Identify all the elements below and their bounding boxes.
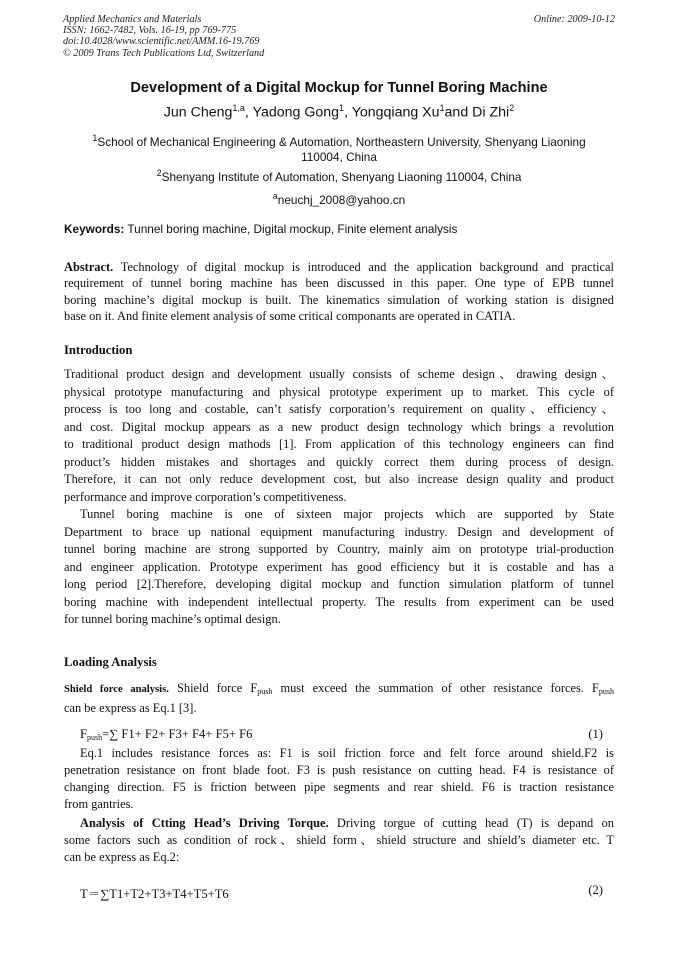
paragraph-line: Traditional product design and development usually consists of scheme design、drawing design、: [64, 367, 614, 381]
introduction-paragraph-1: [64, 366, 614, 506]
paragraph-line: and engineer application. Prototype experiment has good efficiency but it is costable and has a: [64, 559, 614, 574]
doi-line: doi:10.4028/www.scientific.net/AMM.16-19.769: [63, 36, 260, 48]
paragraph-line: boring machine with independent intellectual property. The results from experiment can be used: [64, 594, 614, 609]
paragraph-line: product’s hidden mistakes and shortages and quickly correct them during process of design.: [64, 454, 614, 469]
issn-line: ISSN: 1662-7482, Vols. 16-19, pp 769-775: [63, 25, 237, 37]
paragraph-line: Analysis of Ctting Head’s Driving Torque. Driving torgue of cutting head (T) is depand on: [80, 816, 614, 830]
paragraph-line: changing direction. F5 is friction between pipe segments and rear shield. F6 is traction resistance: [64, 780, 614, 794]
torque-paragraph: [64, 815, 614, 866]
journal-header: [63, 14, 615, 59]
email-mark: a: [272, 191, 278, 201]
affil-text: Shenyang Institute of Automation, Shenyang Liaoning 110004, China: [161, 169, 522, 184]
affiliation-2: [70, 166, 608, 185]
author-affil-mark: 1: [439, 103, 445, 113]
paragraph-line: Department to brace up national equipment manufacturing industry. Design and development of: [64, 524, 614, 539]
paragraph-line: penetration resistance on front blade foot. F3 is push resistance on cutting head. F4 is resistance of: [64, 763, 614, 777]
abstract: [64, 259, 614, 325]
affil-text: School of Mechanical Engineering & Automation, Northeastern University, Shenyang Liaoning: [97, 134, 586, 149]
section-heading-loading-analysis: Loading Analysis: [64, 655, 157, 669]
paragraph-line: can be express as Eq.1 [3].: [64, 701, 197, 715]
keywords: [64, 222, 616, 236]
online-date: Online: 2009-10-12: [533, 14, 615, 25]
equation-2: T＝∑T1+T2+T3+T4+T5+T6 (2): [80, 883, 603, 901]
author-affil-mark: 2: [509, 103, 515, 113]
paper-title: Development of a Digital Mockup for Tunnel Boring Machine: [130, 80, 548, 96]
paragraph-line: process is too long and costable, can’t satisfy corporation’s requirement on quality、efficiency、: [64, 402, 614, 416]
abstract-line: Abstract. Technology of digital mockup is introduced and the application background and practical: [64, 260, 614, 274]
paragraph-line: Shield force analysis. Shield force $F_{push}$ must exceed the summation of other resistance forces. $F_{push}$: [64, 681, 614, 696]
copyright-line: © 2009 Trans Tech Publications Ltd, Switzerland: [63, 47, 265, 59]
keywords-text: Tunnel boring machine, Digital mockup, Finite element analysis: [124, 222, 458, 236]
paragraph-line: tunnel boring machine are strong supported by Country, mainly aim on prototype trial-production: [64, 542, 614, 556]
author-name: and Di Zhi: [444, 104, 510, 121]
affil-text: 110004, China: [301, 149, 377, 164]
author-email: [70, 189, 608, 208]
shield-force-label: Shield force analysis.: [64, 684, 169, 695]
equation-1: $F_{push}=\sum$ F1+ F2+ F3+ F4+ F5+ F6 (1): [80, 727, 603, 742]
author-name: Jun Cheng: [163, 104, 233, 121]
paragraph-line: long period [2].Therefore, developing digital mockup and function simulation platform of tunnel: [64, 577, 614, 591]
paragraph-line: from gantries.: [64, 797, 134, 811]
paragraph-line: to traditional product design mathods [1]. From application of this technology engineers can find: [64, 437, 614, 451]
abstract-line: requirement of tunnel boring machine has been discussed in this paper. One type of EPB tunnel: [64, 276, 614, 291]
keywords-label: Keywords:: [64, 222, 125, 236]
abstract-line: boring machine’s digital mockup is built. The kinematics simulation of working station is disigned: [64, 292, 614, 307]
paragraph-line: performance and improve corporation’s competitiveness.: [64, 489, 347, 504]
affil-mark: 1: [92, 133, 98, 143]
paragraph-line: Eq.1 includes resistance forces as: F1 is soil friction force and felt force around shield.F2 is: [80, 746, 614, 760]
paragraph-line: for tunnel boring machine’s optimal design.: [64, 612, 281, 626]
eq1-description: [64, 745, 614, 813]
paragraph-line: some factors such as condition of rock、shield form、shield structure and shield’s diameter etc. T: [64, 833, 614, 847]
author-list: [40, 103, 638, 121]
equation-number: (1): [588, 727, 603, 741]
paragraph-line: Therefore, it can not only reduce development cost, but also increase design quality and product: [64, 472, 614, 486]
author-affil-mark: 1: [339, 103, 345, 113]
paragraph-line: Tunnel boring machine is one of sixteen major projects which are supported by State: [80, 507, 614, 521]
paragraph-line: and cost. Digital mockup appears as a new product design technology which brings a revolution: [64, 419, 614, 434]
shield-force-paragraph: [64, 680, 614, 717]
abstract-line: base on it. And finite element analysis of some critical componants are operated in CATIA.: [64, 309, 516, 324]
paragraph-line: physical prototype manufacturing and physical prototype experiment up to market. This cycle of: [64, 384, 614, 399]
journal-name: Applied Mechanics and Materials: [63, 14, 202, 25]
paragraph-line: can be express as Eq.2:: [64, 850, 180, 864]
affiliation-1: [70, 131, 608, 165]
author-name: , Yongqiang Xu: [344, 104, 440, 121]
equation-number: (2): [588, 883, 603, 897]
email-address: neuchj_2008@yahoo.cn: [277, 192, 406, 207]
section-heading-introduction: Introduction: [64, 343, 133, 357]
torque-label: Analysis of Ctting Head’s Driving Torque.: [80, 816, 329, 830]
introduction-paragraph-2: [64, 506, 614, 629]
author-affil-mark: 1,a: [232, 103, 245, 113]
abstract-label: Abstract.: [64, 260, 114, 274]
affil-mark: 2: [156, 168, 162, 178]
author-name: , Yadong Gong: [244, 104, 340, 121]
